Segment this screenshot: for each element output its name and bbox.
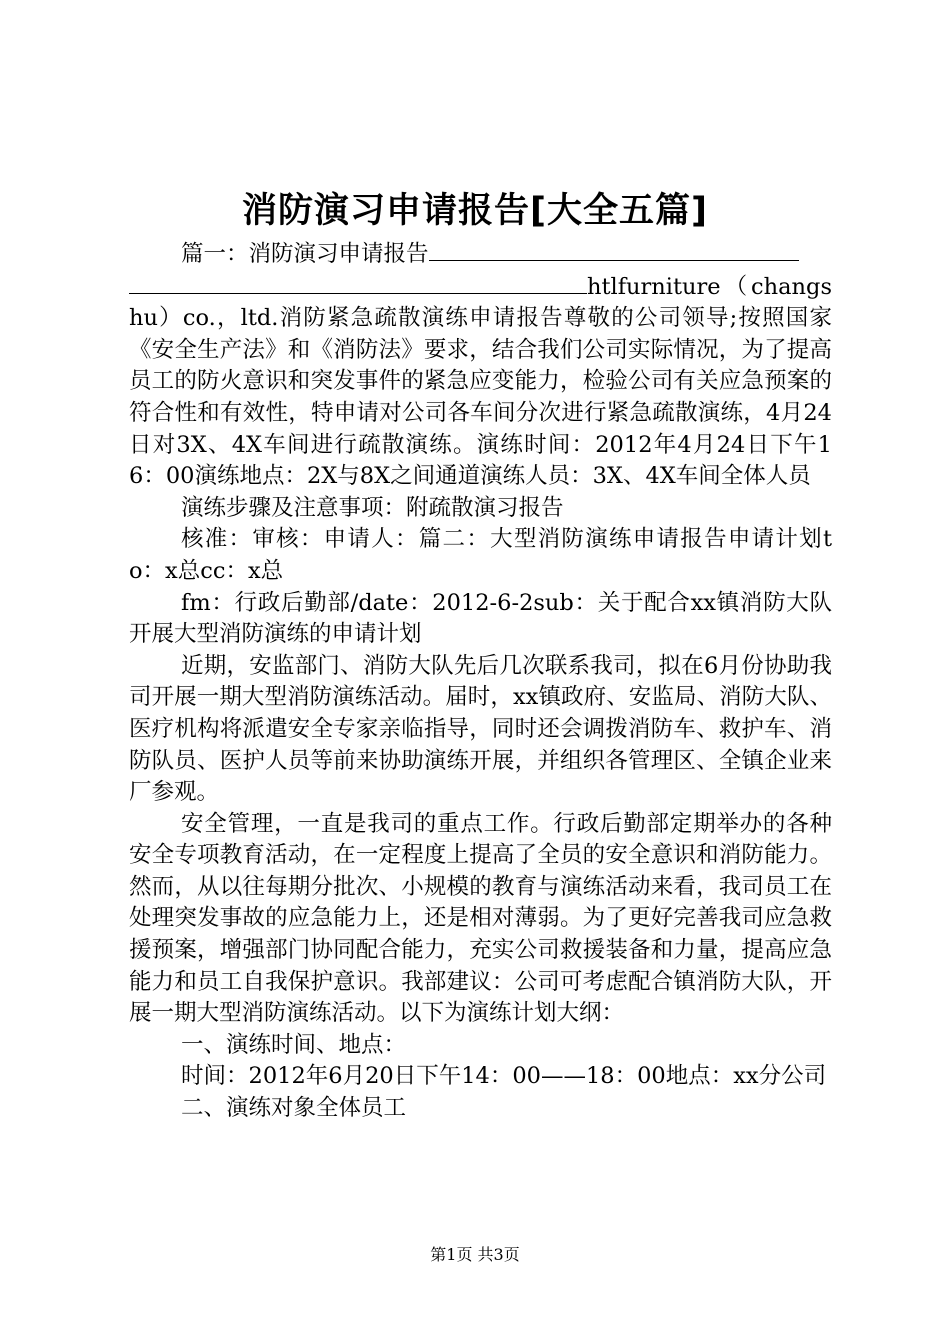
- section-label: 篇一：消防演习申请报告: [181, 241, 429, 267]
- paragraph-2: 演练步骤及注意事项：附疏散演习报告: [181, 494, 564, 521]
- paragraph-8: 时间：2012年6月20日下午14：00——18：00地点：xx分公司: [181, 1063, 827, 1090]
- paragraph-3: 核准：审核：申请人：篇二：大型消防演练申请报告申请计划to：x总cc：x总: [129, 526, 832, 584]
- paragraph-4: fm：行政后勤部/date：2012-6-2sub：关于配合xx镇消防大队开展大型消防演练的申请计划: [129, 589, 832, 648]
- blank-underline: [129, 271, 587, 294]
- blank-underline: [429, 238, 799, 261]
- paragraph-9: 二、演练对象全体员工: [181, 1095, 407, 1122]
- paragraph-0: [129, 238, 832, 271]
- document-title: 消防演习申请报告[大全五篇]: [242, 191, 708, 231]
- paragraph-5: 近期，安监部门、消防大队先后几次联系我司，拟在6月份协助我司开展一期大型消防演练活动。届时，xx镇政府、安监局、消防大队、医疗机构将派遣安全专家亲临指导，同时还会调拨消防车、救护车、消防队员、医护人员等前来协助演练开展，并组织各管理区、全镇企业来厂参观。: [129, 652, 832, 806]
- paragraph-1-text: htlfurniture（changshu）co.，ltd.消防紧急疏散演练申请报告尊敬的公司领导;按照国家《安全生产法》和《消防法》要求，结合我们公司实际情况，为了提高员工的防火意识和突发事件的紧急应变能力，检验公司有关应急预案的符合性和有效性，特申请对公司各车间分次进行紧急疏散演练，4月24日对3X、4X车间进行疏散演练。演练时间：2012年4月24日下午16：00演练地点：2X与8X之间通道演练人员：3X、4X车间全体人员: [129, 273, 832, 490]
- page-footer: 第1页 共3页: [430, 1245, 520, 1264]
- document-body: [129, 238, 832, 1125]
- paragraph-6: 安全管理，一直是我司的重点工作。行政后勤部定期举办的各种安全专项教育活动，在一定程度上提高了全员的安全意识和消防能力。然而，从以往每期分批次、小规模的教育与演练活动来看，我司员工在处理突发事故的应急能力上，还是相对薄弱。为了更好完善我司应急救援预案，增强部门协同配合能力，充实公司救援装备和力量，提高应急能力和员工自我保护意识。我部建议：公司可考虑配合镇消防大队，开展一期大型消防演练活动。以下为演练计划大纲：: [129, 810, 832, 1027]
- paragraph-1: [129, 271, 832, 493]
- paragraph-7: 一、演练时间、地点：: [181, 1031, 407, 1058]
